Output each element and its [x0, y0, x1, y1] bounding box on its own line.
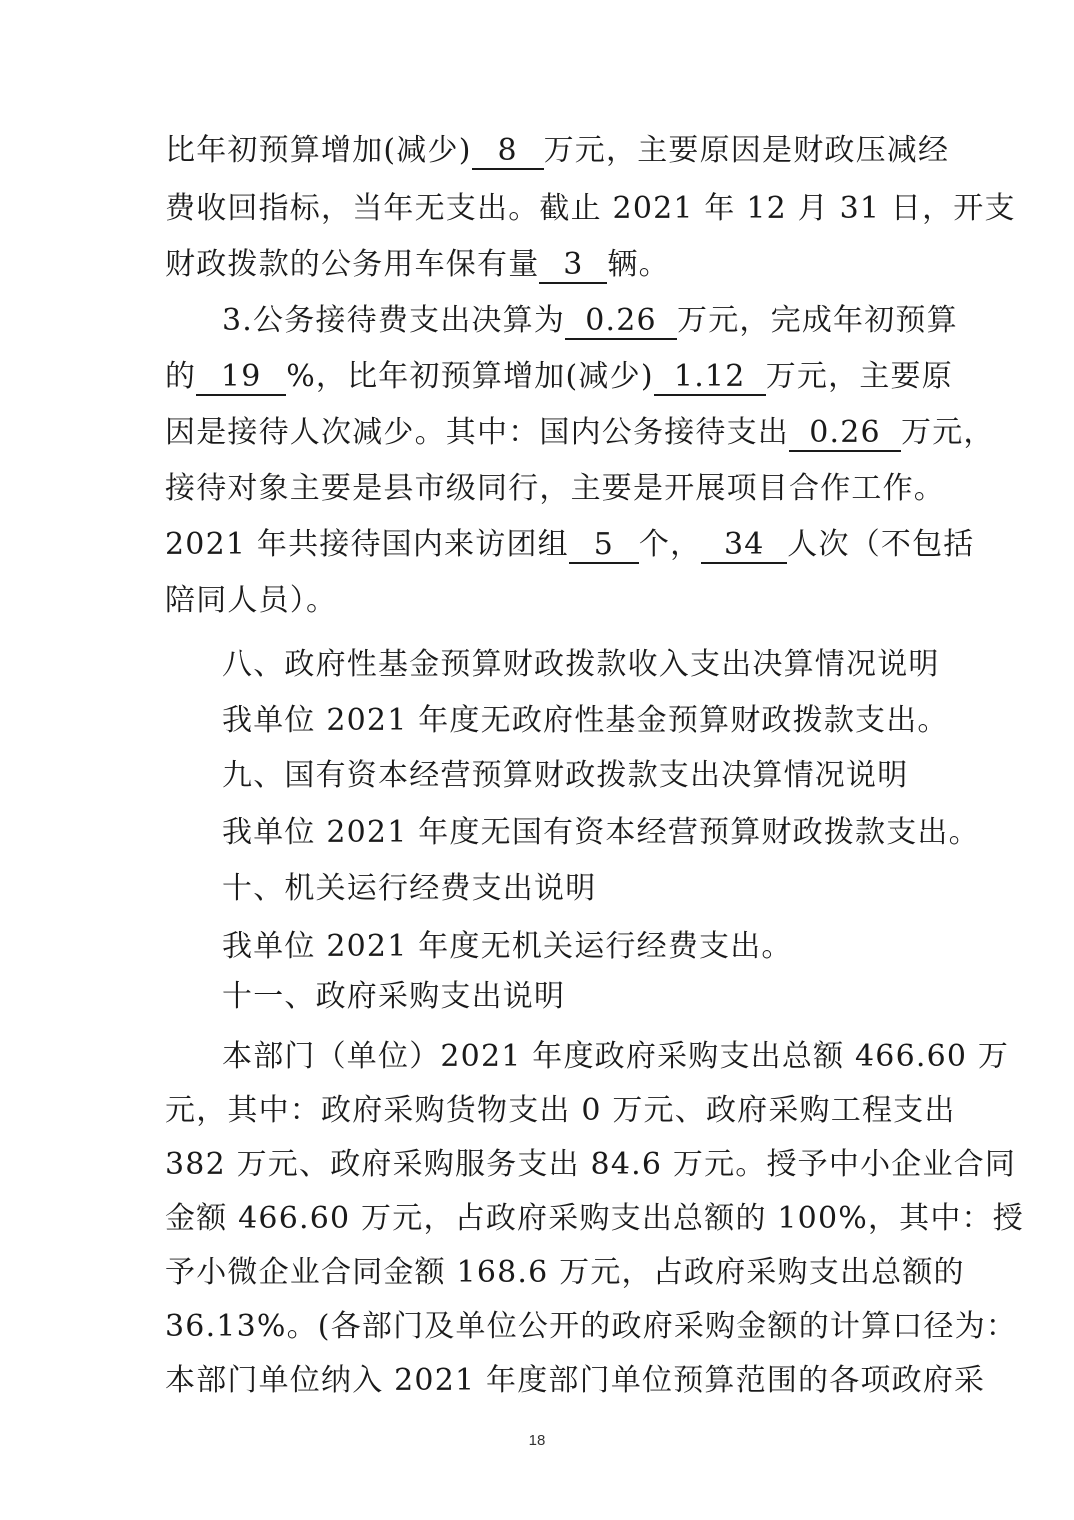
text-line: 本部门单位纳入 2021 年度部门单位预算范围的各项政府采	[165, 1363, 986, 1398]
text-segment: 辆。	[607, 247, 670, 282]
text-line: 金额 466.60 万元，占政府采购支出总额的 100%，其中：授	[165, 1201, 1024, 1236]
text-segment: 3.公务接待费支出决算为	[222, 303, 566, 338]
text-segment: 2021 年共接待国内来访团组	[165, 527, 569, 562]
text-line	[165, 525, 975, 565]
text-line	[165, 357, 953, 397]
text-line: 本部门（单位）2021 年度政府采购支出总额 466.60 万	[222, 1039, 1010, 1074]
text-line	[222, 301, 958, 341]
filled-blank: 0.26	[789, 416, 901, 452]
text-segment: 万元，主要原因是财政压减经	[543, 133, 950, 168]
text-segment: 比年初预算增加(减少)	[165, 133, 472, 168]
text-line	[165, 413, 995, 453]
section-heading: 十、机关运行经费支出说明	[222, 871, 597, 906]
text-segment: 个，	[638, 527, 702, 562]
text-segment: 财政拨款的公务用车保有量	[165, 247, 540, 282]
filled-blank: 19	[196, 360, 286, 396]
text-line: 费收回指标，当年无支出。截止 2021 年 12 月 31 日，开支	[165, 191, 1016, 226]
section-heading: 九、国有资本经营预算财政拨款支出决算情况说明	[222, 758, 909, 793]
filled-blank: 8	[472, 134, 544, 170]
section-heading: 八、政府性基金预算财政拨款收入支出决算情况说明	[222, 647, 940, 682]
page-number: 18	[528, 1432, 546, 1449]
text-line	[165, 131, 949, 171]
section-body: 我单位 2021 年度无国有资本经营预算财政拨款支出。	[222, 815, 980, 850]
text-segment: 的	[165, 359, 197, 394]
text-segment: %，比年初预算增加(减少)	[286, 359, 654, 394]
filled-blank: 3	[539, 248, 607, 284]
section-body: 我单位 2021 年度无机关运行经费支出。	[222, 929, 793, 964]
text-segment: 万元，完成年初预算	[677, 303, 958, 338]
text-line: 36.13%。(各部门及单位公开的政府采购金额的计算口径为：	[165, 1309, 1018, 1344]
text-segment: 人次（不包括	[787, 527, 975, 562]
section-body: 我单位 2021 年度无政府性基金预算财政拨款支出。	[222, 703, 949, 738]
text-segment: 万元，	[901, 415, 995, 450]
text-line: 元，其中：政府采购货物支出 0 万元、政府采购工程支出	[165, 1093, 956, 1128]
text-line	[165, 245, 670, 285]
filled-blank: 1.12	[654, 360, 766, 396]
text-segment: 万元，主要原	[765, 359, 953, 394]
filled-blank: 34	[701, 528, 787, 564]
filled-blank: 0.26	[565, 304, 677, 340]
text-line: 予小微企业合同金额 168.6 万元，占政府采购支出总额的	[165, 1255, 965, 1290]
text-line: 382 万元、政府采购服务支出 84.6 万元。授予中小企业合同	[165, 1147, 1017, 1182]
text-line: 接待对象主要是县市级同行，主要是开展项目合作工作。	[165, 471, 945, 506]
section-heading: 十一、政府采购支出说明	[222, 979, 566, 1014]
filled-blank: 5	[569, 528, 639, 564]
text-segment: 因是接待人次减少。其中：国内公务接待支出	[165, 415, 789, 450]
text-line: 陪同人员）。	[165, 583, 338, 618]
